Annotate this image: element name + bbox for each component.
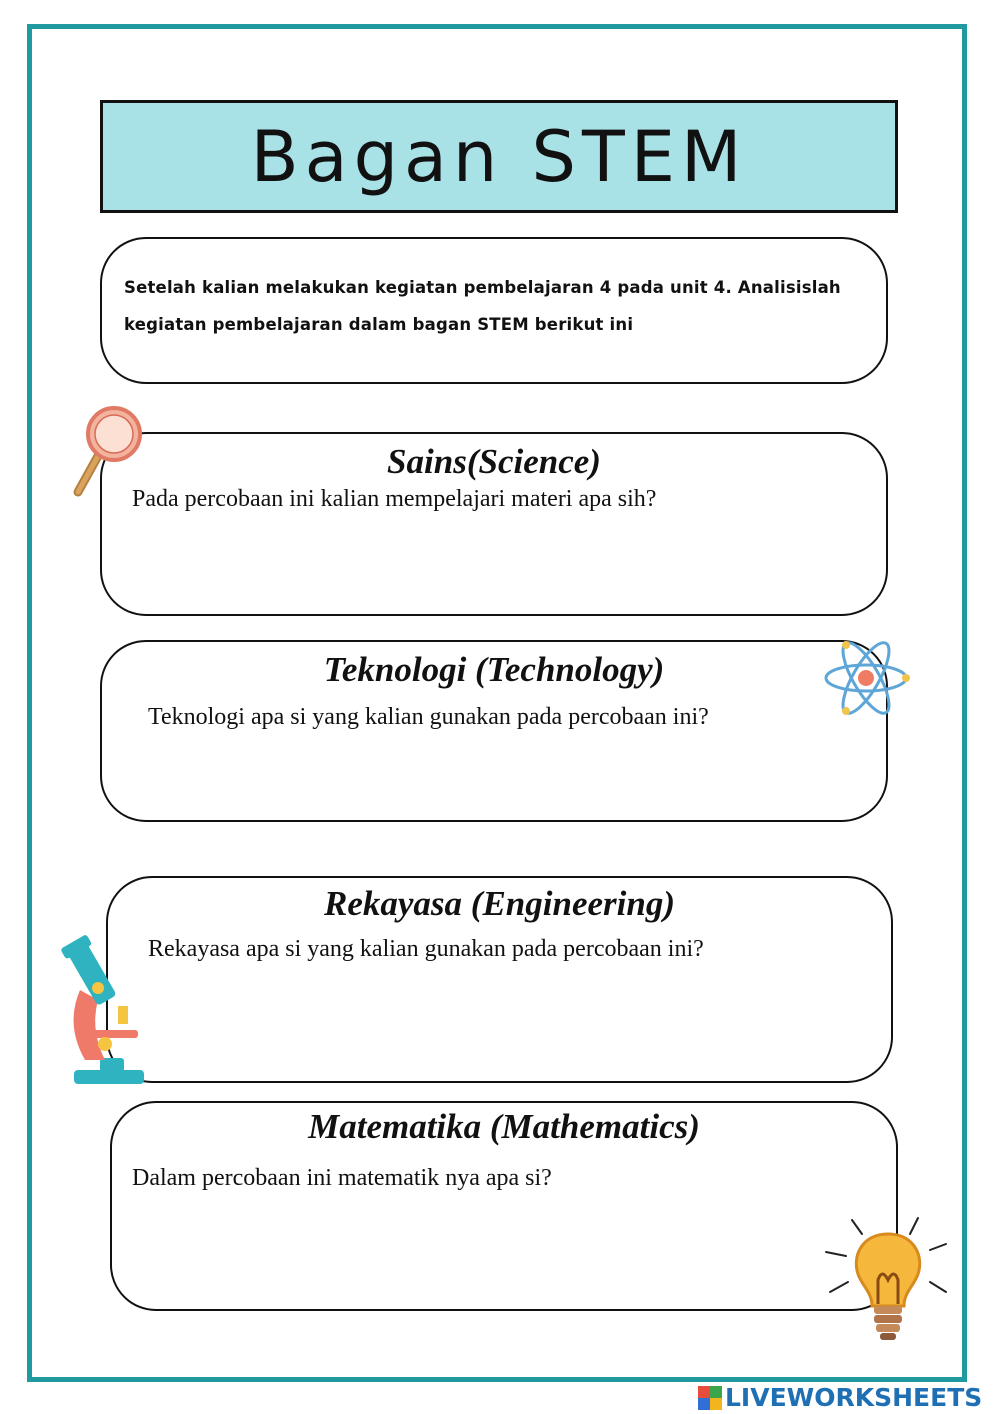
watermark-text: LIVEWORKSHEETS xyxy=(725,1383,983,1412)
mathematics-question: Dalam percobaan ini matematik nya apa si? xyxy=(132,1165,552,1191)
mathematics-box[interactable] xyxy=(110,1101,898,1311)
atom-icon xyxy=(822,638,910,718)
liveworksheets-logo-icon xyxy=(698,1386,722,1410)
title-banner xyxy=(100,100,898,213)
instruction-text: Setelah kalian melakukan kegiatan pembelajaran 4 pada unit 4. Analisislah kegiatan pembelajaran dalam bagan STEM berikut ini xyxy=(124,278,841,334)
engineering-heading: Rekayasa (Engineering) xyxy=(324,884,675,923)
lightbulb-icon xyxy=(822,1208,952,1348)
instruction-box xyxy=(100,237,888,384)
technology-heading: Teknologi (Technology) xyxy=(323,650,665,689)
science-box[interactable] xyxy=(100,432,888,616)
mathematics-heading: Matematika (Mathematics) xyxy=(308,1107,700,1146)
technology-box[interactable] xyxy=(100,640,888,822)
watermark xyxy=(698,1383,982,1412)
engineering-question: Rekayasa apa si yang kalian gunakan pada percobaan ini? xyxy=(148,936,704,962)
magnifying-glass-icon xyxy=(68,404,148,504)
engineering-box[interactable] xyxy=(106,876,893,1083)
page-title: Bagan STEM xyxy=(250,115,748,198)
technology-question: Teknologi apa si yang kalian gunakan pada percobaan ini? xyxy=(148,704,709,730)
science-heading: Sains(Science) xyxy=(387,442,601,481)
microscope-icon xyxy=(60,930,160,1090)
science-question: Pada percobaan ini kalian mempelajari materi apa sih? xyxy=(132,486,657,512)
